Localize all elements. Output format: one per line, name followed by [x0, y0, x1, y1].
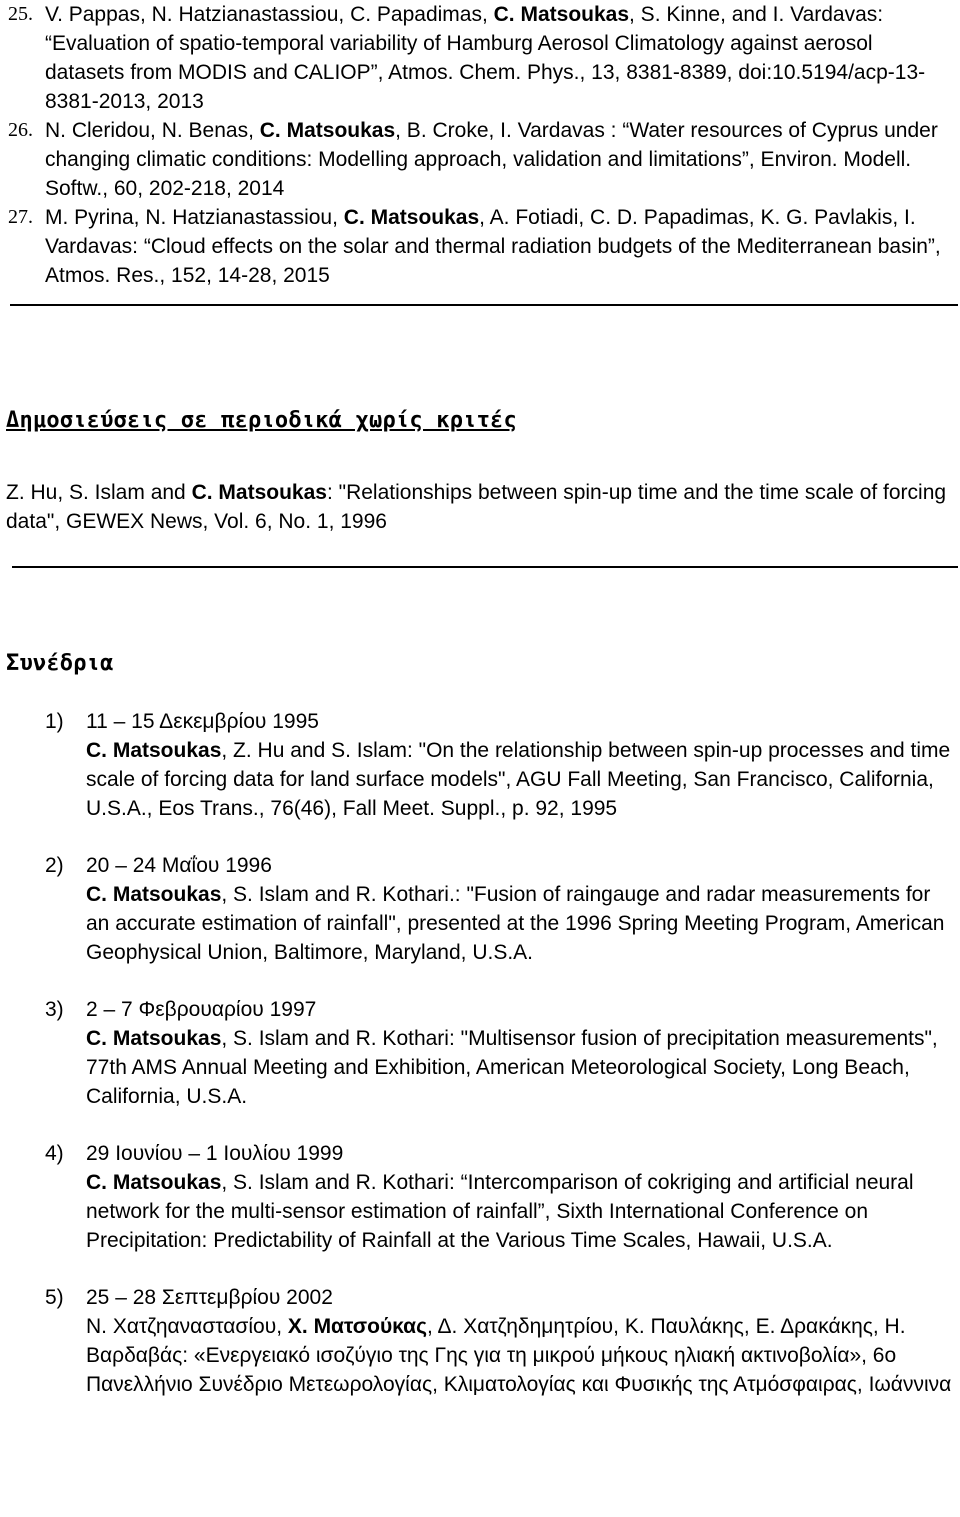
conference-citation: , S. Islam and R. Kothari: "Multisensor fusion of precipitation measurements", 77th AMS Annual Meeting and Exhibition, American Meteorological Society, Long Beach, California, U.S.A. [86, 1027, 938, 1108]
section-divider [12, 566, 958, 568]
conference-entry-4 [45, 1139, 955, 1255]
entry-authors: M. Pyrina, N. Hatzianastassiou, [45, 206, 344, 229]
conference-authors: Ν. Χατζηαναστασίου, [86, 1315, 288, 1338]
conference-date: 2 – 7 Φεβρουαρίου 1997 [86, 998, 317, 1021]
nonrefereed-entry [6, 478, 951, 536]
entry-authors: V. Pappas, N. Hatzianastassiou, C. Papadimas, [45, 3, 494, 26]
conference-citation: , Δ. Χατζηδημητρίου, Κ. Παυλάκης, Ε. Δρακάκης, Η. Βαρδαβάς: «Ενεργειακό ισοζύγιο της Γης για τη μικρού μήκους ηλιακή ακτινοβολία», 6ο Πανελλήνιο Συνέδριο Μετεωρολογίας, Κλιματολογίας και Φυσικής της Ατμόσφαιρας, Ιωάννινα [86, 1315, 952, 1396]
conference-number: 4) [45, 1142, 64, 1165]
conference-date: 25 – 28 Σεπτεμβρίου 2002 [86, 1286, 333, 1309]
highlighted-author: C. Matsoukas [259, 119, 396, 142]
conference-citation: , Z. Hu and S. Islam: "On the relationship between spin-up processes and time scale of forcing data for land surface models", AGU Fall Meeting, San Francisco, California, U.S.A., Eos Trans., 76(46), Fall Meet. Suppl., p. 92, 1995 [86, 739, 951, 820]
conference-citation: , S. Islam and R. Kothari.: "Fusion of raingauge and radar measurements for an accurate estimation of rainfall", presented at the 1996 Spring Meeting Program, American Geophysical Union, Baltimore, Maryland, U.S.A. [86, 883, 945, 964]
section-divider [10, 304, 958, 306]
conferences-list [45, 707, 955, 1427]
highlighted-author: C. Matsoukas [86, 739, 222, 762]
highlighted-author: C. Matsoukas [86, 1027, 222, 1050]
entry-number: 27. [8, 206, 33, 228]
entry-authors: N. Cleridou, N. Benas, [45, 119, 260, 142]
conference-date: 11 – 15 Δεκεμβρίου 1995 [86, 710, 319, 733]
conferences-heading: Συνέδρια [6, 651, 114, 676]
highlighted-author: C. Matsoukas [493, 3, 630, 26]
conference-citation: , S. Islam and R. Kothari: “Intercomparison of cokriging and artificial neural network for the multi-sensor estimation of rainfall”, Sixth International Conference on Precipitation: Predictability of Rainfall at the Various Time Scales, Hawaii, U.S.A. [86, 1171, 914, 1252]
conference-date: 29 Ιουνίου – 1 Ιουλίου 1999 [86, 1142, 344, 1165]
highlighted-author: C. Matsoukas [343, 206, 480, 229]
nonrefereed-heading: Δημοσιεύσεις σε περιοδικά χωρίς κριτές [6, 408, 517, 433]
entry-number: 26. [8, 119, 33, 141]
conference-entry-3 [45, 995, 955, 1111]
conference-entry-1 [45, 707, 955, 823]
publication-entry-25 [8, 0, 953, 116]
entry-citation: , A. Fotiadi, C. D. Papadimas, K. G. Pavlakis, I. Vardavas: “Cloud effects on the solar and thermal radiation budgets of the Mediterranean basin”, Atmos. Res., 152, 14-28, 2015 [45, 206, 941, 287]
publication-entry-27 [8, 203, 953, 290]
highlighted-author: Χ. Ματσούκας [287, 1315, 428, 1338]
conference-entry-5 [45, 1283, 955, 1399]
highlighted-author: C. Matsoukas [86, 883, 222, 906]
conference-number: 3) [45, 998, 64, 1021]
entry-authors: Z. Hu, S. Islam and [6, 481, 192, 504]
conference-date: 20 – 24 Μαΐου 1996 [86, 854, 272, 877]
publication-entry-26 [8, 116, 953, 203]
entry-citation: : "Relationships between spin-up time and the time scale of forcing data", GEWEX News, Vol. 6, No. 1, 1996 [6, 481, 947, 533]
conference-number: 5) [45, 1286, 64, 1309]
journal-publications-list [8, 0, 953, 290]
entry-number: 25. [8, 3, 33, 25]
conference-entry-2 [45, 851, 955, 967]
highlighted-author: C. Matsoukas [86, 1171, 222, 1194]
conference-number: 1) [45, 710, 64, 733]
entry-citation: , S. Kinne, and I. Vardavas: “Evaluation of spatio-temporal variability of Hamburg Aerosol Climatology against aerosol datasets from MODIS and CALIOP”, Atmos. Chem. Phys., 13, 8381-8389, doi:10.5194/acp-13-8381-2013, 2013 [45, 3, 926, 113]
highlighted-author: C. Matsoukas [191, 481, 327, 504]
conference-number: 2) [45, 854, 64, 877]
entry-citation: , B. Croke, I. Vardavas : “Water resources of Cyprus under changing climatic conditions: Modelling approach, validation and limitations”, Environ. Modell. Softw., 60, 202-218, 2014 [45, 119, 938, 200]
